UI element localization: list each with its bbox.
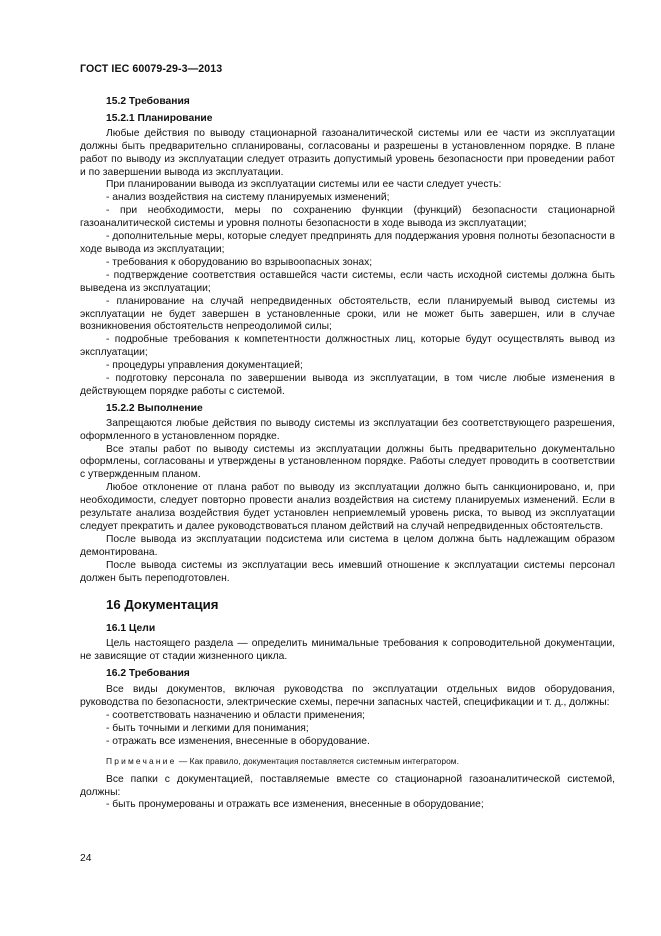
list-item: - планирование на случай непредвиденных обстоятельств, если планируемый вывод системы из эксплуатации не будет завершен в установленные сроки, или не может быть завершен, или в случае возникновения обстоятельств непреодолимой силы; [80,295,615,333]
section-15-2-2-title: 15.2.2 Выполнение [106,402,203,414]
section-16-2-title: 16.2 Требования [106,668,190,680]
paragraph: Все виды документов, включая руководства по эксплуатации отдельных видов оборудования, руководства по безопасности, электрические схемы, перечни запасных частей, спецификации и т. д., должны: [80,684,615,709]
paragraph: Запрещаются любые действия по выводу системы из эксплуатации без соответствующего разрешения, оформленного в установленном порядке. [80,417,615,442]
page-number: 24 [80,853,92,864]
document-body [80,92,615,812]
paragraph: Все папки с документацией, поставляемые вместе со стационарной газоаналитической системой, должны: [80,773,615,798]
paragraph: Все этапы работ по выводу системы из эксплуатации должны быть предварительно документально оформлены, согласованы и утверждены в установленном порядке. Работы следует проводить в соответствии с утвержденным планом. [80,443,615,481]
section-16-1-title: 16.1 Цели [106,622,156,634]
list-item: - подготовку персонала по завершении вывода из эксплуатации, в том числе любые изменения в действующем порядке работы с системой. [80,373,615,397]
list-item: - подтверждение соответствия оставшейся части системы, если часть исходной системы должна быть выведена из эксплуатации; [80,269,615,294]
note-label: Примечание [106,755,177,766]
paragraph: Цель настоящего раздела — определить минимальные требования к сопроводительной документации, не зависящие от стадии жизненного цикла. [80,638,615,663]
list-item: - подробные требования к компетентности должностных лиц, которые будут осуществлять вывод из эксплуатации; [80,334,615,359]
list-item: - отражать все изменения, внесенные в оборудование. [106,735,370,747]
section-15-2-1-title: 15.2.1 Планирование [106,112,213,124]
paragraph: После вывода из эксплуатации подсистема или система в целом должна быть надлежащим образом демонтирована. [80,533,615,558]
note [80,755,615,768]
section-15-2-title: 15.2 Требования [106,96,190,107]
list-item: - при необходимости, меры по сохранению функции (функций) безопасности стационарной газоаналитической системы и уровня полноты безопасности в ходе вывода из эксплуатации; [80,205,615,230]
list-item: - быть точными и легкими для понимания; [106,722,309,734]
section-16-title: 16 Документация [106,596,219,612]
list-item: - дополнительные меры, которые следует предпринять для поддержания уровня полноты безопасности в ходе вывода из эксплуатации; [80,231,615,255]
list-item: - требования к оборудованию во взрывоопасных зонах; [106,256,373,268]
note-text: — Как правило, документация поставляется системным интегратором. [176,755,459,766]
list-item: - соответствовать назначению и области применения; [106,709,366,721]
paragraph: Любые действия по выводу стационарной газоаналитической системы или ее части из эксплуатации должны быть предварительно спланированы, согласованы и разрешены в установленном порядке. В плане работ по выводу из эксплуатации следует отразить допустимый уровень безопасности при проведении работ и по завершении вывода из эксплуатации. [80,127,615,178]
list-item: - анализ воздействия на систему планируемых изменений; [106,192,390,204]
paragraph: При планировании вывода из эксплуатации системы или ее части следует учесть: [106,179,502,191]
list-item: - быть пронумерованы и отражать все изменения, внесенные в оборудование; [106,799,484,811]
document-header: ГОСТ IEC 60079-29-3—2013 [80,63,223,75]
paragraph: После вывода системы из эксплуатации весь имевший отношение к эксплуатации системы персонал должен быть переподготовлен. [80,559,615,584]
paragraph: Любое отклонение от плана работ по выводу из эксплуатации должно быть санкционировано, и, при необходимости, следует повторно провести анализ воздействия на систему планируемых изменений. Если в результате анализа воздействия будет установлен неприемлемый уровень риска, то вывод из эксплуатации следует прекратить и далее руководствоваться планом действий на случай непредвиденных обстоятельств. [80,482,615,532]
list-item: - процедуры управления документацией; [106,360,303,372]
